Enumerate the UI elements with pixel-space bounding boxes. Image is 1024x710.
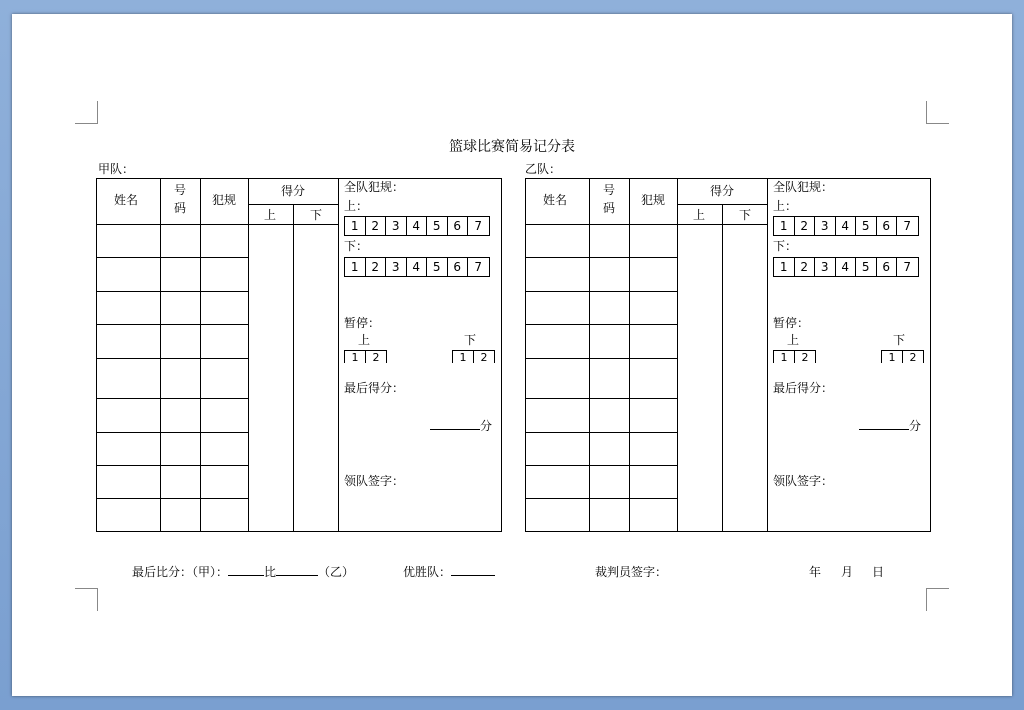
header-second-half: 下 xyxy=(310,208,323,222)
team-fouls-first-label: 上： xyxy=(773,199,798,213)
header-name: 姓名 xyxy=(543,193,568,207)
final-score-label: 最后得分： xyxy=(773,381,834,395)
page-title: 篮球比赛简易记分表 xyxy=(449,139,575,155)
team-a-label: 甲队： xyxy=(98,162,135,176)
final-score-label: 最后得分： xyxy=(344,381,405,395)
timeouts-title: 暂停： xyxy=(344,316,381,330)
timeouts-second-boxes: 1 2 xyxy=(881,350,924,363)
timeouts-title: 暂停： xyxy=(773,316,810,330)
margin-mark-bottom-left xyxy=(75,588,98,611)
margin-mark-top-right xyxy=(926,101,949,124)
header-score: 得分 xyxy=(281,184,306,198)
team-fouls-second-boxes: 1 2 3 4 5 6 7 xyxy=(344,257,490,277)
header-number-2: 码 xyxy=(174,201,187,215)
header-first-half: 上 xyxy=(264,208,277,222)
header-second-half: 下 xyxy=(739,208,752,222)
captain-signature-label: 领队签字： xyxy=(344,474,405,488)
team-fouls-first-boxes: 1 2 3 4 5 6 7 xyxy=(344,216,490,236)
final-score-field xyxy=(859,418,921,432)
footer-referee-signature: 裁判员签字： xyxy=(595,565,668,579)
header-first-half: 上 xyxy=(693,208,706,222)
team-b-label: 乙队： xyxy=(525,162,562,176)
timeouts-second-boxes: 1 2 xyxy=(452,350,495,363)
footer-final-ratio-label: 最后比分：（甲）： xyxy=(132,565,229,579)
header-number-1: 号 xyxy=(174,183,187,197)
team-fouls-second-boxes: 1 2 3 4 5 6 7 xyxy=(773,257,919,277)
footer-winner xyxy=(403,563,495,580)
final-score-unit: 分 xyxy=(480,419,493,433)
team-fouls-second-label: 下： xyxy=(773,239,798,253)
timeouts-second-label: 下 xyxy=(464,333,477,347)
timeouts-second-label: 下 xyxy=(893,333,906,347)
team-fouls-second-label: 下： xyxy=(344,239,369,253)
footer-ratio-word: 比 xyxy=(264,565,277,579)
footer-winner-label: 优胜队： xyxy=(403,565,452,579)
team-fouls-title: 全队犯规： xyxy=(773,180,834,194)
header-score: 得分 xyxy=(710,184,735,198)
team-fouls-first-label: 上： xyxy=(344,199,369,213)
header-fouls: 犯规 xyxy=(641,193,666,207)
margin-mark-bottom-right xyxy=(926,588,949,611)
header-number-1: 号 xyxy=(603,183,616,197)
captain-signature-label: 领队签字： xyxy=(773,474,834,488)
header-name: 姓名 xyxy=(114,193,139,207)
final-score-field xyxy=(430,418,492,432)
footer-day: 日 xyxy=(872,565,885,579)
timeouts-first-label: 上 xyxy=(787,333,800,347)
team-b-scoresheet xyxy=(525,178,931,532)
final-score-unit: 分 xyxy=(909,419,922,433)
header-fouls: 犯规 xyxy=(212,193,237,207)
team-a-scoresheet xyxy=(96,178,502,532)
team-fouls-first-boxes: 1 2 3 4 5 6 7 xyxy=(773,216,919,236)
timeouts-first-boxes: 1 2 xyxy=(344,350,387,363)
timeouts-first-boxes: 1 2 xyxy=(773,350,816,363)
document-page xyxy=(12,14,1012,696)
footer-final-ratio xyxy=(132,563,354,580)
footer-team-b: （乙） xyxy=(318,565,355,579)
timeouts-first-label: 上 xyxy=(358,333,371,347)
footer-year: 年 xyxy=(809,565,822,579)
footer-month: 月 xyxy=(841,565,854,579)
margin-mark-top-left xyxy=(75,101,98,124)
team-fouls-title: 全队犯规： xyxy=(344,180,405,194)
header-number-2: 码 xyxy=(603,201,616,215)
